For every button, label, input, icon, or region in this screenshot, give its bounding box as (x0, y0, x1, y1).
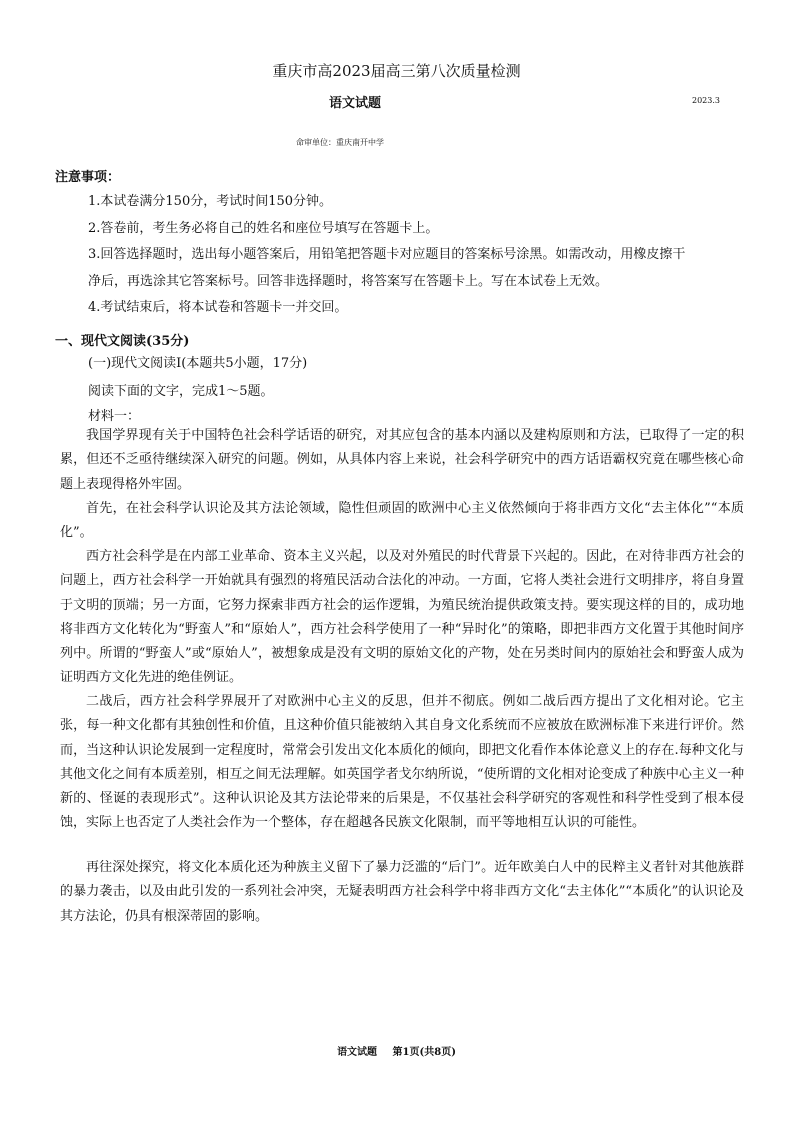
footer-page-number: 第1页(共8页) (392, 1047, 456, 1058)
paragraph-5: 再往深处探究，将文化本质化还为种族主义留下了暴力泛滥的“后门”。近年欧美白人中的民粹主义者针对其他族群的暴力袭击，以及由此引发的一系列社会冲突，无疑表明西方社会科学中将非西方文化“去主体化”“本质化”的认识论及其方法论，仍具有根深蒂固的影响。 (60, 860, 744, 924)
compiling-unit: 命审单位：重庆南开中学 (296, 138, 384, 147)
exam-title: 重庆市高2023届高三第八次质量检测 (272, 62, 521, 80)
footer-subject: 语文试题 (337, 1047, 378, 1058)
notice-item-3: 3.回答选择题时，选出每小题答案后，用铅笔把答题卡对应题目的答案标号涂黑。如需改动，用橡皮擦干 (88, 247, 686, 262)
reading-instruction: 阅读下面的文字，完成1～5题。 (88, 384, 274, 399)
paragraph-1: 我国学界现有关于中国特色社会科学话语的研究，对其应包含的基本内涵以及建构原则和方法，已取得了一定的积累，但还不乏亟待继续深入研究的问题。例如，从具体内容上来说，社会科学研究中的西方话语霸权究竟在哪些核心命题上表现得格外牢固。 (60, 428, 744, 492)
exam-date: 2023.3 (692, 96, 720, 105)
notice-item-1: 1.本试卷满分150分，考试时间150分钟。 (88, 194, 333, 209)
paragraph-4: 二战后，西方社会科学界展开了对欧洲中心主义的反思，但并不彻底。例如二战后西方提出了文化相对论。它主张，每一种文化都有其独创性和价值，且这种价值只能被纳入其自身文化系统而不应被放在欧洲标准下来进行评价。然而，当这种认识论发展到一定程度时，常常会引发出文化本质化的倾向，即把文化看作本体论意义上的存在.每种文化与其他文化之间有本质差别，相互之间无法理解。如英国学者戈尔纳所说，“使所谓的文化相对论变成了种族中心主义一种新的、怪诞的表现形式”。这种认识论及其方法论带来的后果是，不仅基社会科学研究的客观性和科学性受到了根本侵蚀，实际上也否定了人类社会作为一个整体，存在超越各民族文化限制，而平等地相互认识的可能性。 (60, 694, 744, 831)
paragraph-2: 首先，在社会科学认识论及其方法论领域，隐性但顽固的欧洲中心主义依然倾向于将非西方文化“去主体化”“本质化”。 (60, 501, 744, 541)
notice-item-4: 4.考试结束后，将本试卷和答题卡一并交回。 (88, 300, 348, 315)
paragraph-3: 西方社会科学是在内部工业革命、资本主义兴起，以及对外殖民的时代背景下兴起的。因此，在对待非西方社会的问题上，西方社会科学一开始就具有强烈的将殖民活动合法化的冲动。一方面，它将人类社会进行文明排序，将自身置于文明的顶端；另一方面，它努力探索非西方社会的运作逻辑，为殖民统治提供政策支持。要实现这样的目的，成功地将非西方文化转化为“野蛮人”和“原始人”，西方社会科学使用了一种“异时化”的策略，即把非西方文化置于其他时间序列中。所谓的“野蛮人”或“原始人”，被想象成是没有文明的原始文化的产物，处在另类时间内的原始社会和野蛮人成为证明西方文化先进的绝佳例证。 (60, 549, 744, 686)
section-heading: 一、现代文阅读(35分) (55, 334, 190, 349)
exam-subtitle: 语文试题 (328, 96, 381, 111)
notice-heading: 注意事项： (55, 170, 121, 185)
notice-item-3-cont: 净后，再选涂其它答案标号。回答非选择题时，将答案写在答题卡上。写在本试卷上无效。 (88, 274, 609, 289)
notice-item-2: 2.答卷前，考生务必将自己的姓名和座位号填写在答题卡上。 (88, 221, 439, 236)
subsection-heading: (一)现代文阅读Ⅰ(本题共5小题，17分) (88, 356, 308, 371)
page-footer (0, 1043, 793, 1058)
material-label: 材料一： (88, 409, 141, 424)
